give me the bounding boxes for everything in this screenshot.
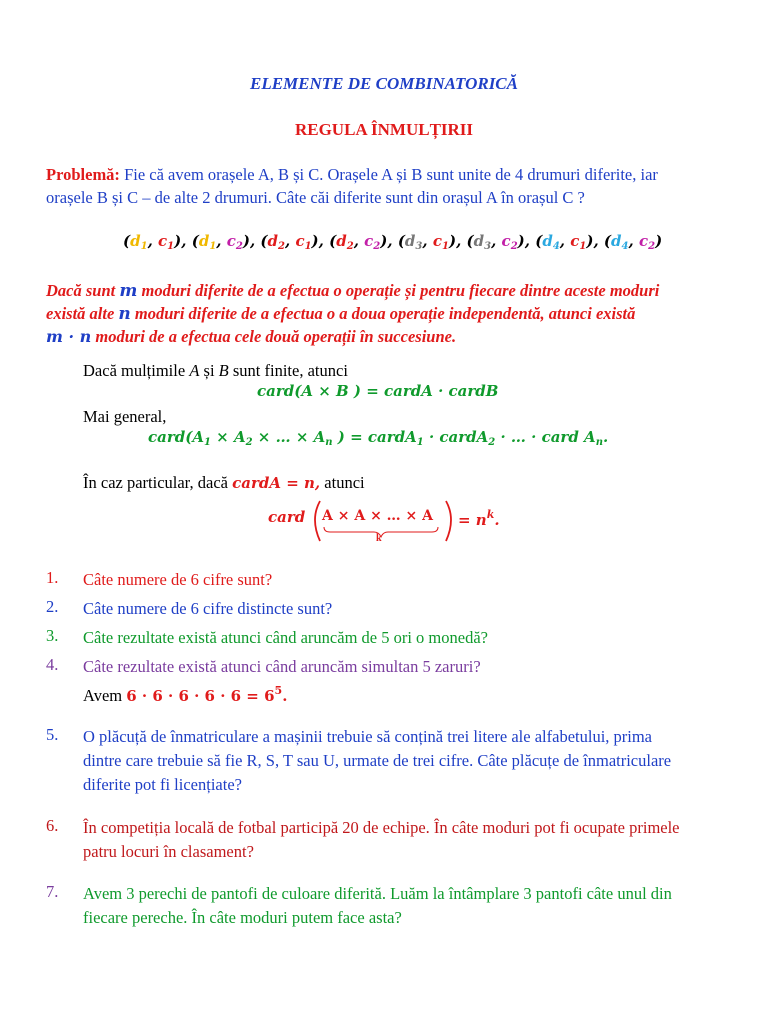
rule-text-2b: moduri diferite de a efectua o a doua operație independentă, atunci există [130, 304, 636, 323]
f2-part: · … · card A [495, 428, 596, 446]
pair-separator: , [249, 232, 261, 250]
pair-c: c [638, 232, 649, 250]
result-eq: = n [458, 511, 487, 529]
f2-sub: n [325, 437, 333, 448]
f2-part: × … × A [252, 428, 326, 446]
product-count-k: k [376, 533, 382, 544]
pair-paren: ( [260, 232, 268, 250]
sets-intro [83, 359, 348, 382]
item-5-number: 5. [46, 725, 59, 744]
f2-part: · cardA [423, 428, 489, 446]
pair-c-index: 2 [510, 241, 518, 252]
rule-text-2a: există alte [46, 304, 119, 323]
pair-c-index: 1 [441, 241, 449, 252]
pair-paren: ( [329, 232, 337, 250]
pair-separator: , [593, 232, 604, 250]
pair-c: c [158, 232, 168, 250]
pair-item [329, 232, 398, 250]
item-6-line-2: patru locuri în clasament? [83, 842, 254, 861]
f2-sub: 2 [488, 437, 496, 448]
pair-c-index: 2 [235, 241, 243, 252]
pair-c: c [570, 232, 580, 250]
pair-paren: ) [380, 232, 388, 250]
f2-sub: 2 [245, 437, 253, 448]
avem-expr: 6 · 6 · 6 · 6 · 6 = 6 [126, 687, 275, 705]
particular-b: atunci [320, 473, 365, 492]
pair-comma: , [491, 232, 502, 250]
pair-d: d [267, 232, 279, 250]
avem-label: Avem [83, 686, 127, 705]
item-number: 2. [46, 597, 59, 616]
formula-card-product: card(A × B ) = cardA · cardB [257, 382, 499, 400]
pair-d: d [336, 232, 347, 250]
pair-d-index: 4 [552, 241, 560, 252]
f2-sub: n [595, 437, 603, 448]
formula-general [148, 428, 608, 448]
pair-paren: ( [603, 232, 612, 250]
pair-item [260, 232, 329, 250]
avem-sup: 5 [274, 684, 283, 697]
item-number: 3. [46, 626, 59, 645]
pair-item [123, 232, 192, 250]
pair-d-index: 3 [484, 241, 492, 252]
pair-c: c [226, 232, 236, 250]
pair-c-index: 2 [373, 241, 381, 252]
avem-line [83, 679, 287, 708]
pair-separator: , [387, 232, 398, 250]
card-label: card [268, 508, 306, 526]
pair-c-index: 1 [167, 241, 175, 252]
item-7-line-2: fiecare pereche. În câte moduri putem face asta? [83, 908, 402, 927]
pair-d: d [130, 232, 141, 250]
problem-line-2: orașele B și C – de alte 2 drumuri. Câte căi diferite sunt din orașul A în orașul C ? [46, 188, 585, 207]
pair-c-index: 1 [304, 241, 312, 252]
pair-c: c [432, 232, 442, 250]
f2-part: . [602, 428, 609, 446]
pair-d-index: 2 [346, 241, 354, 252]
pair-separator: , [181, 232, 192, 250]
set-a: A [189, 361, 200, 380]
result-power [458, 508, 500, 529]
pair-d-index: 3 [415, 241, 423, 252]
item-5-line-1: O plăcuță de înmatriculare a mașinii trebuie să conțină trei litere ale alfabetului, prima [83, 727, 653, 746]
pair-paren: ) [242, 232, 250, 250]
pair-comma: , [216, 232, 227, 250]
sets-and: și [199, 361, 219, 380]
pair-paren: ) [586, 232, 594, 250]
f2-sub: 1 [203, 437, 211, 448]
rule-text-3b: moduri de a efectua cele două operații în succesiune. [91, 327, 457, 346]
sets-intro-b: sunt finite, atunci [228, 361, 348, 380]
pair-item [467, 232, 536, 250]
item-text: Câte rezultate există atunci când aruncăm simultan 5 zaruri? [83, 657, 481, 676]
problem-text-1: Fie că avem orașele A, B și C. Orașele A și B sunt unite de 4 drumuri diferite, iar [119, 165, 658, 184]
pair-c: c [501, 232, 511, 250]
pair-item [604, 232, 662, 250]
section-heading: REGULA ÎNMULȚIRII [294, 120, 474, 139]
pairs-list [123, 232, 662, 252]
pair-d-index: 1 [140, 241, 148, 252]
pair-comma: , [628, 232, 639, 250]
pair-paren: ( [191, 232, 199, 250]
item-number: 1. [46, 568, 59, 587]
var-n: n [118, 304, 131, 324]
item-6-line-1: În competiția locală de fotbal participă 20 de echipe. În câte moduri pot fi ocupate primele [83, 818, 680, 837]
item-text: Câte rezultate există atunci când aruncăm de 5 ori o monedă? [83, 628, 488, 647]
item-text: Câte numere de 6 cifre sunt? [83, 570, 273, 589]
pair-c: c [364, 232, 374, 250]
pair-paren: ( [535, 232, 543, 250]
result-period: . [494, 511, 500, 529]
pair-comma: , [284, 232, 296, 250]
avem-end: . [282, 687, 288, 705]
pair-d: d [198, 232, 210, 250]
pair-c: c [295, 232, 305, 250]
rule-line-1 [46, 279, 659, 303]
pair-separator: , [318, 232, 330, 250]
pair-comma: , [559, 232, 571, 250]
pair-paren: ) [311, 232, 319, 250]
particular-formula: cardA = n, [232, 474, 321, 492]
sets-intro-a: Dacă mulțimile [83, 361, 190, 380]
item-6-number: 6. [46, 816, 59, 835]
rule-text-1b: moduri diferite de a efectua o operație și pentru fiecare dintre aceste moduri [137, 281, 660, 300]
pair-d-index: 2 [278, 241, 285, 252]
var-mn: m · n [46, 327, 92, 346]
item-text: Câte numere de 6 cifre distincte sunt? [83, 599, 333, 618]
f2-part: × A [210, 428, 246, 446]
pair-d: d [542, 232, 553, 250]
pair-comma: , [147, 232, 159, 250]
pair-paren: ( [466, 232, 474, 250]
pair-comma: , [353, 232, 365, 250]
general-label: Mai general, [83, 407, 167, 426]
pair-paren: ( [123, 232, 131, 250]
rule-line-2 [46, 302, 635, 326]
pair-separator: , [524, 232, 536, 250]
pair-paren: ) [174, 232, 182, 250]
pair-paren: ) [517, 232, 525, 250]
pair-c-index: 2 [648, 241, 656, 252]
pair-paren: ) [448, 232, 457, 250]
f2-part: ) = cardA [332, 428, 417, 446]
product-inner: A × A × … × A [322, 508, 434, 524]
item-7-number: 7. [46, 882, 59, 901]
result-sup: k [486, 508, 495, 521]
pair-item [192, 232, 261, 250]
problem-line-1 [46, 163, 658, 186]
set-b: B [218, 361, 229, 380]
pair-d: d [611, 232, 622, 250]
pair-d: d [473, 232, 485, 250]
pair-paren: ) [655, 232, 663, 250]
particular-line [83, 471, 365, 495]
pair-separator: , [456, 232, 467, 250]
item-5-line-3: diferite pot fi licențiate? [83, 775, 242, 794]
pair-item [398, 232, 467, 250]
pair-comma: , [422, 232, 433, 250]
pair-paren: ( [397, 232, 405, 250]
pair-item [535, 232, 604, 250]
pair-c-index: 1 [579, 241, 587, 252]
rule-text-1a: Dacă sunt [46, 281, 120, 300]
f2-sub: 1 [416, 437, 424, 448]
item-7-line-1: Avem 3 perechi de pantofi de culoare diferită. Luăm la întâmplare 3 pantofi câte unul din [83, 884, 672, 903]
item-5-line-2: dintre care trebuie să fie R, S, T sau U, urmate de trei cifre. Câte plăcuțe de înmatriculare [83, 751, 672, 770]
f2-part: card(A [148, 428, 204, 446]
item-number: 4. [46, 655, 59, 674]
var-m: m [119, 281, 138, 301]
problem-label: Problemă: [46, 165, 120, 184]
pair-d-index: 1 [209, 241, 217, 252]
rule-line-3 [46, 325, 456, 348]
pair-d: d [404, 232, 416, 250]
avem-expression [126, 684, 288, 705]
page-title: ELEMENTE DE COMBINATORICĂ [250, 74, 518, 93]
particular-a: În caz particular, dacă [83, 473, 233, 492]
pair-d-index: 4 [621, 241, 629, 252]
